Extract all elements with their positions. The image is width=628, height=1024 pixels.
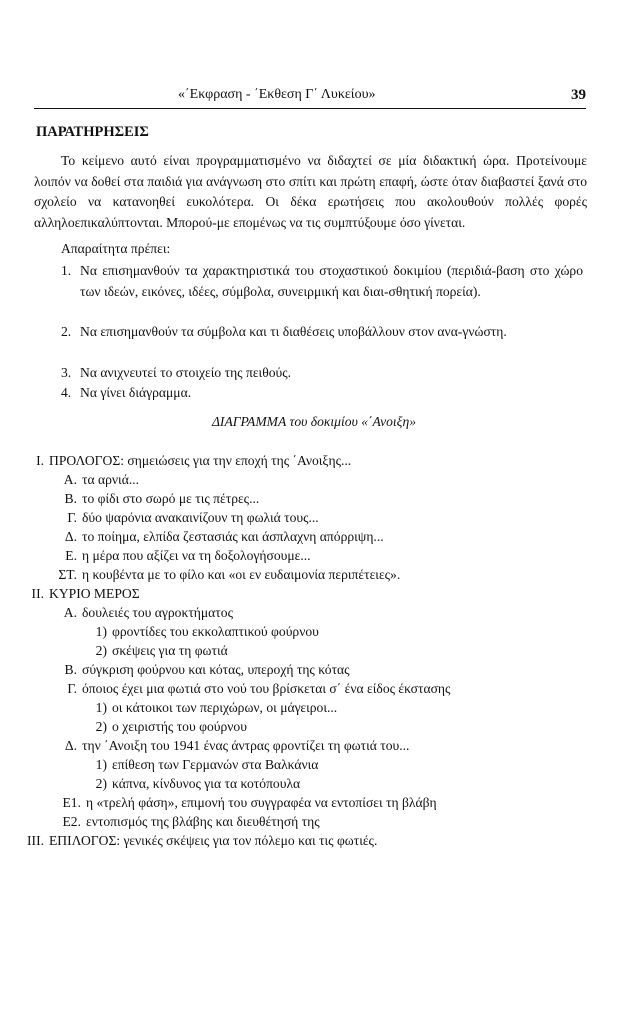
outline-label: Δ. <box>64 529 77 544</box>
outline-label: 1) <box>95 700 107 715</box>
outline-subitem <box>95 698 338 717</box>
outline-label: Β. <box>64 491 77 506</box>
intro-paragraph: Το κείμενο αυτό είναι προγραμματισμένο να διδαχτεί σε μία διδακτική ώρα. Προτείνουμε λοιπόν να δοθεί στα παιδιά για ανάγνωση στο σπίτι και πρώτη επαφή, ώστε όταν διαβαστεί ξανά στο σχολείο να κατανοηθεί ευκολότερα. Οι δέκα ερωτήσεις που ακολουθούν πολλές φορές αλληλοεπικαλύπτονται. Μπορού-με επομένως να τις συμπτύξουμε όσο γίνεται. <box>34 153 587 230</box>
outline-text: την ΄Ανοιξη του 1941 ένας άντρας φροντίζει τη φωτιά του... <box>82 738 410 753</box>
header-rule <box>34 108 586 109</box>
outline-label: Α. <box>63 472 77 487</box>
running-header-title: «΄Εκφραση - ΄Εκθεση Γ΄ Λυκείου» <box>178 87 376 102</box>
outline-text: η κουβέντα με το φίλο και «οι εν ευδαιμονία περιπέτειες». <box>82 567 401 582</box>
outline-text: η μέρα που αξίζει να τη δοξολογήσουμε... <box>82 548 311 563</box>
outline-subitem <box>95 717 247 736</box>
outline-subitem <box>95 641 228 660</box>
outline-label: Ε2. <box>62 814 81 829</box>
outline-label: III. <box>27 833 44 848</box>
outline-label: Γ. <box>67 510 77 525</box>
outline-label: Γ. <box>67 681 77 696</box>
note-number: 2. <box>61 324 72 339</box>
outline-label: Β. <box>64 662 77 677</box>
outline-label: Δ. <box>64 738 77 753</box>
outline-text: εντοπισμός της βλάβης και διευθέτησή της <box>86 814 320 829</box>
outline-text: φροντίδες του εκκολαπτικού φούρνου <box>112 624 319 639</box>
outline-item <box>64 489 260 508</box>
outline-label: ΣΤ. <box>58 567 77 582</box>
outline-label: II. <box>31 586 44 601</box>
note-text: Να γίνει διάγραμμα. <box>80 385 192 400</box>
notes-intro: Απαραίτητα πρέπει: <box>61 241 171 256</box>
outline-item <box>65 546 311 565</box>
outline-label: 2) <box>95 643 107 658</box>
outline-section <box>31 584 140 603</box>
outline-label: Ε. <box>65 548 77 563</box>
outline-text: οι κάτοικοι των περιχώρων, οι μάγειροι... <box>112 700 338 715</box>
outline-subitem <box>95 774 301 793</box>
outline-item <box>64 660 350 679</box>
outline-text: το ποίημα, ελπίδα ζεστασιάς και άσπλαχνη απόρριψη... <box>82 529 384 544</box>
outline-text: επίθεση των Γερμανών στα Βαλκάνια <box>112 757 319 772</box>
outline-label: 2) <box>95 776 107 791</box>
outline-item <box>64 527 384 546</box>
outline-text: ΚΥΡΙΟ ΜΕΡΟΣ <box>49 586 140 601</box>
outline-text: ΠΡΟΛΟΓΟΣ: σημειώσεις για την εποχή της ΄Ανοιξης... <box>49 453 352 468</box>
outline-item <box>67 508 319 527</box>
outline-text: το φίδι στο σωρό με τις πέτρες... <box>82 491 260 506</box>
outline-text: δουλειές του αγροκτήματος <box>82 605 233 620</box>
outline-label: 1) <box>95 624 107 639</box>
outline-item <box>67 679 451 698</box>
outline-text: όποιος έχει μια φωτιά στο νού του βρίσκεται σ΄ ένα είδος έκστασης <box>82 681 451 696</box>
section-title: ΠΑΡΑΤΗΡΗΣΕΙΣ <box>36 124 149 140</box>
outline-item <box>62 812 320 831</box>
outline-label: Α. <box>63 605 77 620</box>
outline-label: I. <box>36 453 44 468</box>
note-number: 4. <box>61 385 72 400</box>
note-text: Να επισημανθούν τα σύμβολα και τι διαθέσεις υποβάλλουν στον ανα-γνώστη. <box>80 324 507 339</box>
outline-text: η «τρελή φάση», επιμονή του συγγραφέα να εντοπίσει τη βλάβη <box>86 795 437 810</box>
outline-item <box>63 470 140 489</box>
outline-item <box>62 793 437 812</box>
outline-item <box>58 565 401 584</box>
outline-label: 1) <box>95 757 107 772</box>
outline-label: 2) <box>95 719 107 734</box>
outline-label: Ε1. <box>62 795 81 810</box>
note-text: Να ανιχνευτεί το στοιχείο της πειθούς. <box>80 365 292 380</box>
page-number: 39 <box>571 87 586 103</box>
diagram-title: ΔΙΑΓΡΑΜΜΑ του δοκιμίου «΄Ανοιξη» <box>211 414 417 429</box>
outline-subitem <box>95 755 319 774</box>
outline-section <box>27 831 378 850</box>
outline-text: σκέψεις για τη φωτιά <box>112 643 228 658</box>
outline-item <box>63 603 233 622</box>
outline-text: ΕΠΙΛΟΓΟΣ: γενικές σκέψεις για τον πόλεμο και τις φωτιές. <box>49 833 378 848</box>
outline-item <box>64 736 410 755</box>
outline-text: ο χειριστής του φούρνου <box>112 719 247 734</box>
outline-section <box>36 451 352 470</box>
note-number: 1. <box>61 263 72 278</box>
note-text: Να επισημανθούν τα χαρακτηριστικά του στοχαστικού δοκιμίου (περιδιά-βαση στο χώρο των ιδεών, εικόνες, ιδέες, σύμβολα, συνειρμική και διαι-σθητική πορεία). <box>80 263 583 299</box>
outline-subitem <box>95 622 319 641</box>
outline-text: σύγκριση φούρνου και κότας, υπεροχή της κότας <box>82 662 350 677</box>
outline-text: δύο ψαρόνια ανακαινίζουν τη φωλιά τους... <box>82 510 319 525</box>
outline-text: τα αρνιά... <box>82 472 140 487</box>
outline-text: κάπνα, κίνδυνος για τα κοτόπουλα <box>112 776 301 791</box>
note-number: 3. <box>61 365 72 380</box>
